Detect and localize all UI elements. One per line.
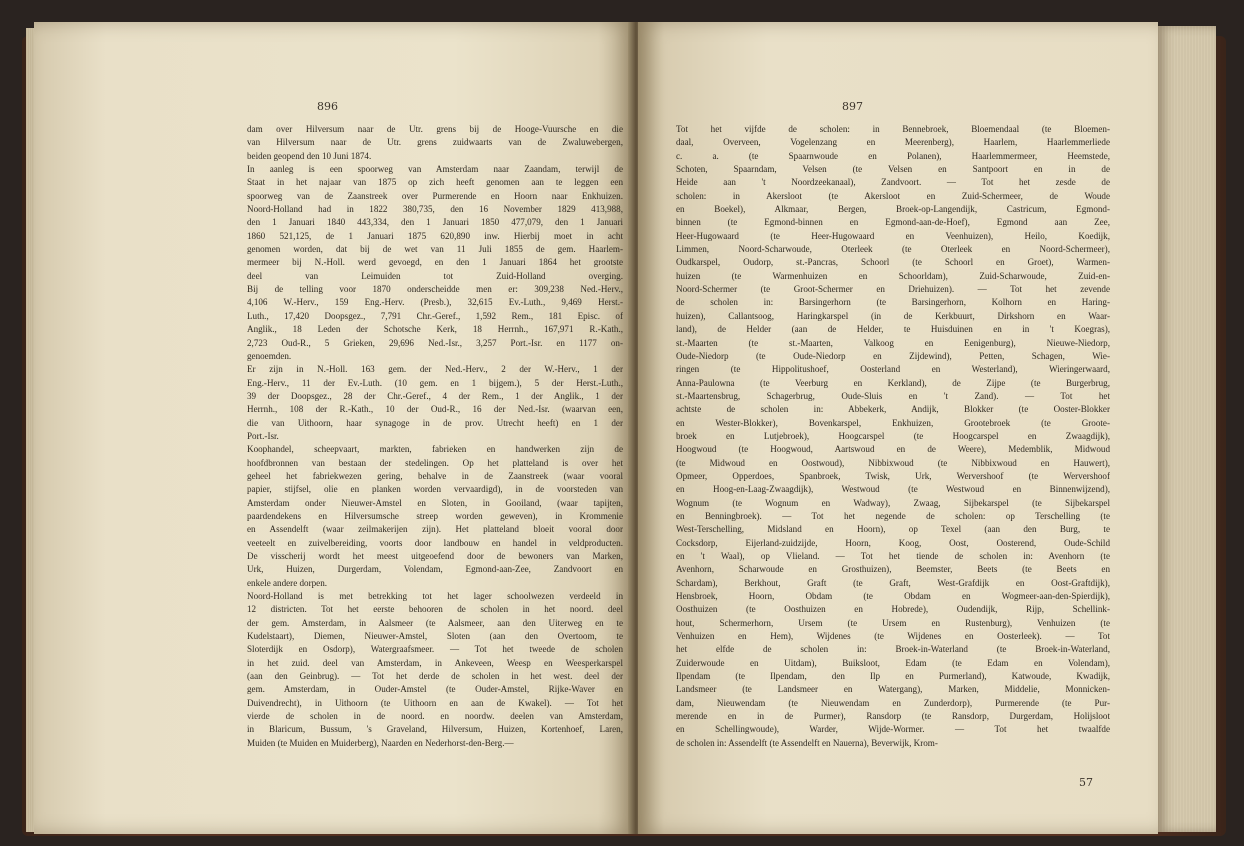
text-line: Luth., 17,420 Doopsgez., 7,791 Chr.-Geref., 1,592 Rem., 181 Episc. of [247,310,623,321]
text-line: 1860 521,125, de 1 Januari 1875 620,890 inw. Hierbij moet in acht [247,230,623,241]
text-line: de scholen in: Assendelft (te Assendelft en Nauerna), Beverwijk, Krom- [676,737,938,748]
text-line: Urk, Huizen, Durgerdam, Volendam, Egmond-aan-Zee, Zandvoort en [247,564,623,575]
text-line: gem. Amsterdam, in Ouder-Amstel (te Ouder-Amstel, Rijke-Waver en [247,684,623,695]
left-page-text [247,123,623,750]
right-page-edges [1158,26,1216,832]
text-line: Ilpendam (te Ilpendam, den Ilp en Purmerland), Katwoude, Kwadijk, [676,671,1110,682]
text-line: Heide aan 't Noordzeekanaal), Zandvoort. — Tot het zesde de [676,177,1110,188]
text-line: 39 der Doopsgez., 28 der Chr.-Geref., 4 der Rem., 1 der Anglik., 1 der [247,390,623,401]
text-line: merende en in de Purmer), Ransdorp (te Ransdorp, Durgerdam, Holijsloot [676,711,1110,722]
text-line: Oude-Niedorp (te Oude-Niedorp en Zijdewind), Petten, Schagen, Wie- [676,350,1110,361]
text-line: genoemden. [247,350,292,361]
text-line: mermeer bij N.-Holl. werd gevoegd, en den 1 Januari 1864 het grootste [247,257,623,268]
text-line: Sloterdijk en Osdorp), Watergraafsmeer. — Tot het tweede de scholen [247,644,623,655]
text-line: en Hoog-en-Laag-Zwaagdijk), Westwoud (te Westwoud en Binnenwijzend), [676,484,1110,495]
text-line: den 1 Januari 1840 443,334, den 1 Januari 1850 477,079, den 1 Januari [247,217,623,228]
text-line: en Benningbroek). — Tot het negende de scholen: op Terschelling (te [676,510,1110,521]
text-line: huizen (te Warmenhuizen en Schoorldam), Zuid-Scharwoude, Zuid-en- [676,270,1110,281]
text-line: spoorweg van de Zaanstreek over Purmerende en Hoorn naar Enkhuizen. [247,190,623,201]
text-line: hoofdbronnen van bestaan der stedelingen. Op het platteland is over het [247,457,623,468]
text-line: Noord-Holland is met betrekking tot het lager schoolwezen verdeeld in [247,591,623,602]
text-line: geheel het fabriekwezen gering, behalve in de Zaanstreek (waar vooral [247,470,623,481]
text-line: in het zuid. deel van Amsterdam, in Ankeveen, Weesp en Weesperkarspel [247,657,623,668]
text-line: huizen), Callantsoog, Haringkarspel (in de Kerkbuurt, Dirkshorn en Waar- [676,310,1110,321]
text-line: van Hilversum naar de Utr. grens zuidwaarts van de Zwaluwebergen, [247,137,623,148]
text-line: Tot het vijfde de scholen: in Bennebroek, Bloemendaal (te Bloemen- [676,124,1110,134]
text-line: Muiden (te Muiden en Muiderberg), Naarden en Nederhorst-den-Berg.— [247,737,514,748]
text-line: en 't Waal), op Vlieland. — Tot het tiende de scholen in: Avenhorn (te [676,551,1110,561]
text-line: die van Uithoorn, haar synagoge in de prov. Utrecht heeft) en 1 der [247,417,623,428]
text-line: der gem. Amsterdam, in Aalsmeer (te Aalsmeer, aan den Uiterweg en te [247,617,623,628]
text-line: Schardam), Berkhout, Graft (te Graft, West-Grafdijk en Oost-Graftdijk), [676,577,1110,588]
text-line: Koophandel, scheepvaart, markten, fabrieken en handwerken zijn de [247,444,623,455]
text-line: West-Terschelling, Midsland en Hoorn), op Texel (aan den Burg, te [676,524,1110,535]
text-line: Heer-Hugowaard (te Heer-Hugowaard en Veenhuizen), Heilo, Koedijk, [676,230,1110,241]
text-line: Anna-Paulowna (te Veerburg en Kerkland), de Zijpe (te Burgerbrug, [676,377,1110,388]
text-line: Landsmeer (te Landsmeer en Watergang), Marken, Middelie, Monnicken- [676,684,1110,695]
text-line: en Wester-Blokker), Bovenkarspel, Enkhuizen, Grootebroek (te Groote- [676,417,1110,428]
text-line: binnen (te Egmond-binnen en Egmond-aan-de-Hoef), Egmond aan Zee, [676,217,1110,228]
text-line: 12 districten. Tot het eerste behooren de scholen in het noord. deel [247,604,623,615]
text-line: papier, stijfsel, olie en planken worden vervaardigd), in de voorsteden van [247,484,623,495]
text-line: st.-Maartensbrug, Schagerbrug, Oude-Sluis en 't Zand). — Tot het [676,390,1110,401]
text-line: Hoogwoud (te Hoogwoud, Aartswoud en de Weere), Medemblik, Midwoud [676,444,1110,455]
text-line: Oudkarspel, Oudorp, st.-Pancras, Schoorl (te Schoorl en Groet), Warmen- [676,257,1110,268]
text-line: genomen worden, dat bij de wet van 11 Juli 1855 de gem. Haarlem- [247,244,623,255]
text-line: Schoten, Spaarndam, Velsen (te Velsen en Santpoort en in de [676,164,1110,175]
text-line: c. a. (te Spaarnwoude en Polanen), Haarlemmermeer, Heemstede, [676,150,1110,161]
left-page-number: 896 [317,100,338,113]
text-line: Anglik., 18 Leden der Schotsche Kerk, 18 Herrnh., 167,971 R.-Kath., [247,324,623,335]
text-line: veeteelt en zuivelbereiding, voorts door landbouw en handel in veldproducten. [247,537,623,548]
text-line: daal, Overveen, Vogelenzang en Meerenberg), Haarlem, Haarlemmerliede [676,137,1110,148]
text-line: Wognum (te Wognum en Wadway), Zwaag, Sijbekarspel (te Sijbekarspel [676,497,1110,508]
text-line: de scholen in: Barsingerhorn (te Barsingerhorn, Kolhorn en Haring- [676,297,1110,308]
text-line: Kudelstaart), Diemen, Nieuwer-Amstel, Sloten (aan den Overtoom, te [247,631,623,642]
signature-mark: 57 [1079,776,1093,789]
text-line: Duivendrecht), in Uithoorn (te Uithoorn en aan de Kwakel). — Tot het [247,697,623,708]
text-line: Noord-Schermer (te Groot-Schermer en Driehuizen). — Tot het zevende [676,284,1110,295]
text-line: Limmen, Noord-Scharwoude, Oterleek (te Oterleek en Noord-Schermeer), [676,244,1110,255]
text-line: scholen: in Akersloot (te Akersloot en Zuid-Schermeer, de Woude [676,190,1110,201]
text-line: Amsterdam onder Nieuwer-Amstel en Sloten, in Gooiland, (waar tapijten, [247,497,623,508]
text-line: Hensbroek, Hoorn, Obdam (te Obdam en Wogmeer-aan-den-Spierdijk), [676,591,1110,602]
text-line: 2,723 Oud-R., 5 Grieken, 29,696 Ned.-Isr., 3,257 Port.-Isr. en 1177 on- [247,337,623,348]
text-line: hout, Schermerhorn, Ursem (te Ursem en Rustenburg), Venhuizen (te [676,617,1110,628]
text-line: (aan den Geinbrug). — Tot het derde de scholen in het west. deel der [247,671,623,682]
right-page [638,22,1158,834]
text-line: en Boekel), Alkmaar, Bergen, Broek-op-Langendijk, Castricum, Egmond- [676,204,1110,215]
text-line: vierde de scholen in de noord. en noordw. deelen van Amsterdam, [247,711,623,722]
text-line: dam, Nieuwendam (te Nieuwendam en Zunderdorp), Purmerende (te Pur- [676,697,1110,708]
text-line: land), de Helder (aan de Helder, te Huisduinen en in 't Koegras), [676,324,1110,335]
text-line: broek en Lutjebroek), Hoogcarspel (te Hoogcarspel en Zwaagdijk), [676,430,1110,441]
text-line: enkele andere dorpen. [247,577,328,588]
text-line: in Blaricum, Bussum, 's Graveland, Hilversum, Huizen, Kortenhoef, Laren, [247,724,623,735]
text-line: en Schellingwoude), Warder, Wijde-Wormer. — Tot het twaalfde [676,724,1110,735]
text-line: Venhuizen en Hem), Wijdenes (te Wijdenes en Oosterleek). — Tot [676,631,1110,642]
text-line: achtste de scholen in: Abbekerk, Andijk, Blokker (te Ooster-Blokker [676,404,1110,415]
text-line: Bij de telling voor 1870 onderscheidde men er: 309,238 Ned.-Herv., [247,284,623,295]
left-page [34,22,634,834]
text-line: beiden geopend den 10 Juni 1874. [247,150,372,161]
text-line: Avenhorn, Scharwoude en Grosthuizen), Beemster, Beets (te Beets en [676,564,1110,575]
text-line: (te Midwoud en Oostwoud), Nibbixwoud (te Nibbixwoud en Hauwert), [676,457,1110,468]
text-line: en Assendelft (waar zeilmakerijen zijn). Het platteland bloeit vooral door [247,524,623,535]
text-line: paardendekens en Hilversumsche streep worden geweven), in Krommenie [247,510,623,521]
text-line: Port.-Isr. [247,430,279,441]
text-line: Zuiderwoude en Uitdam), Buiksloot, Edam (te Edam en Volendam), [676,657,1110,668]
text-line: Opmeer, Opperdoes, Spanbroek, Twisk, Urk, Wervershoof (te Wervershoof [676,470,1110,481]
text-line: De visscherij wordt het meest uitgeoefend door de bewoners van Marken, [247,551,623,561]
text-line: het elfde de scholen in: Broek-in-Waterland (te Broek-in-Waterland, [676,644,1110,655]
text-line: ringen (te Hippolitushoef, Oosterland en Westerland), Wieringerwaard, [676,364,1110,375]
text-line: Oosthuizen (te Oosthuizen en Hobrede), Oudendijk, Rijp, Schellink- [676,604,1110,615]
text-line: In aanleg is een spoorweg van Amsterdam naar Zaandam, terwijl de [247,164,623,175]
text-line: Er zijn in N.-Holl. 163 gem. der Ned.-Herv., 2 der W.-Herv., 1 der [247,364,623,375]
text-line: Staat in het najaar van 1875 op zich heeft genomen aan te leggen een [247,177,623,188]
text-line: Noord-Holland had in 1822 380,735, den 16 November 1829 413,988, [247,204,623,215]
text-line: Cocksdorp, Eijerland-zuidzijde, Hoorn, Koog, Oost, Oosterend, Oude-Schild [676,537,1110,548]
text-line: Herrnh., 108 der R.-Kath., 10 der Oud-R., 16 der Ned.-Isr. (waarvan een, [247,404,623,415]
right-page-text [676,123,1110,750]
text-line: deel van Leimuiden tot Zuid-Holland overging. [247,270,623,281]
text-line: st.-Maarten (te st.-Maarten, Valkoog en Eenigenburg), Nieuwe-Niedorp, [676,337,1110,348]
text-line: Eng.-Herv., 11 der Ev.-Luth. (10 gem. en 1 bijgem.), 5 der Herst.-Luth., [247,377,623,388]
text-line: 4,106 W.-Herv., 159 Eng.-Herv. (Presb.), 32,615 Ev.-Luth., 9,469 Herst.- [247,297,623,308]
right-page-number: 897 [842,100,863,113]
text-line: dam over Hilversum naar de Utr. grens bij de Hooge-Vuursche en die [247,124,623,134]
